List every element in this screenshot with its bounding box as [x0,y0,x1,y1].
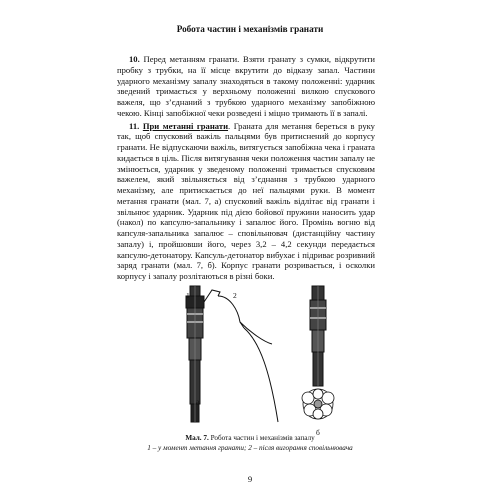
fuse-right-drawing [310,286,326,386]
figure-label-a: а [196,397,200,406]
page-title: Робота частин і механізмів гранати [176,24,324,34]
figure-caption-prefix: Мал. 7. [185,434,209,442]
paragraph-10 [117,54,375,119]
paragraph-11 [117,121,375,282]
figure-label-1: 1 [186,291,190,300]
figure-caption-legend: 1 – у момент метання гранати; 2 – після вигорання сповільнювача [147,444,353,452]
page-number: 9 [247,474,253,484]
safety-lever-drawing [204,290,278,422]
section-number-11: 11. [129,120,140,131]
section-title-11: При метанні гранати [142,120,229,131]
figure-7-illustration [160,282,380,430]
figure-caption [0,434,500,442]
figure-label-2: 2 [233,291,237,300]
figure-label-b: б [316,428,320,437]
paragraph-11-text: . Граната для метання береться в руку так, щоб спусковий важіль пальцями був притиснений до корпусу гранати. Не відпускаючи важіль, витягується запобіжна чека і граната кидається в ціль. Після витягування чеки положення частин запалу не змінюється, ударник у зведеному положенні тримається спусковим важелем, який звільняється від з’єднання з трубкою ударного механізму, але притискається до неї пальцями руки. В момент метання гранати (мал. 7, а) спусковий важіль відлітає від гранати і звільнює ударник. Ударник під дією бойової пружини наносить удар (накол) по капсулю-запальнику і запалює його. Промінь вогню від капсуля-запальника запалює – сповільнювач (дистанційну частину запалу) і, пройшовши його, через 3,2 – 4,2 секунди передається капсулю-детонатору. Капсуль-детонатор вибухає і підриває розривний заряд гранати (мал. 7, б). Корпус гранати розривається, і осколки корпусу і запалу розлітаються в різні боки. [117,120,375,281]
section-number-10: 10. [129,54,140,64]
body-text [117,54,375,284]
figure-caption-title: Робота частин і механізмів запалу [208,434,315,442]
fuse-mechanism-drawing [160,282,380,430]
fuse-left-drawing [186,286,204,422]
detonation-burst-drawing [302,389,334,419]
paragraph-10-text: Перед метанням гранати. Взяти гранату з сумки, відкрутити пробку з трубки, на її місце вкрутити до відказу запал. Частини ударного механізму запалу знаходяться в такому положенні: ударник зведений тримається у верхньому положенні вилкою спускового важеля, що з’єднаний з трубкою ударного механізму запобіжною чекою. Кінці запобіжної чеки розведені і міцно тримають її в запалі. [117,54,375,118]
